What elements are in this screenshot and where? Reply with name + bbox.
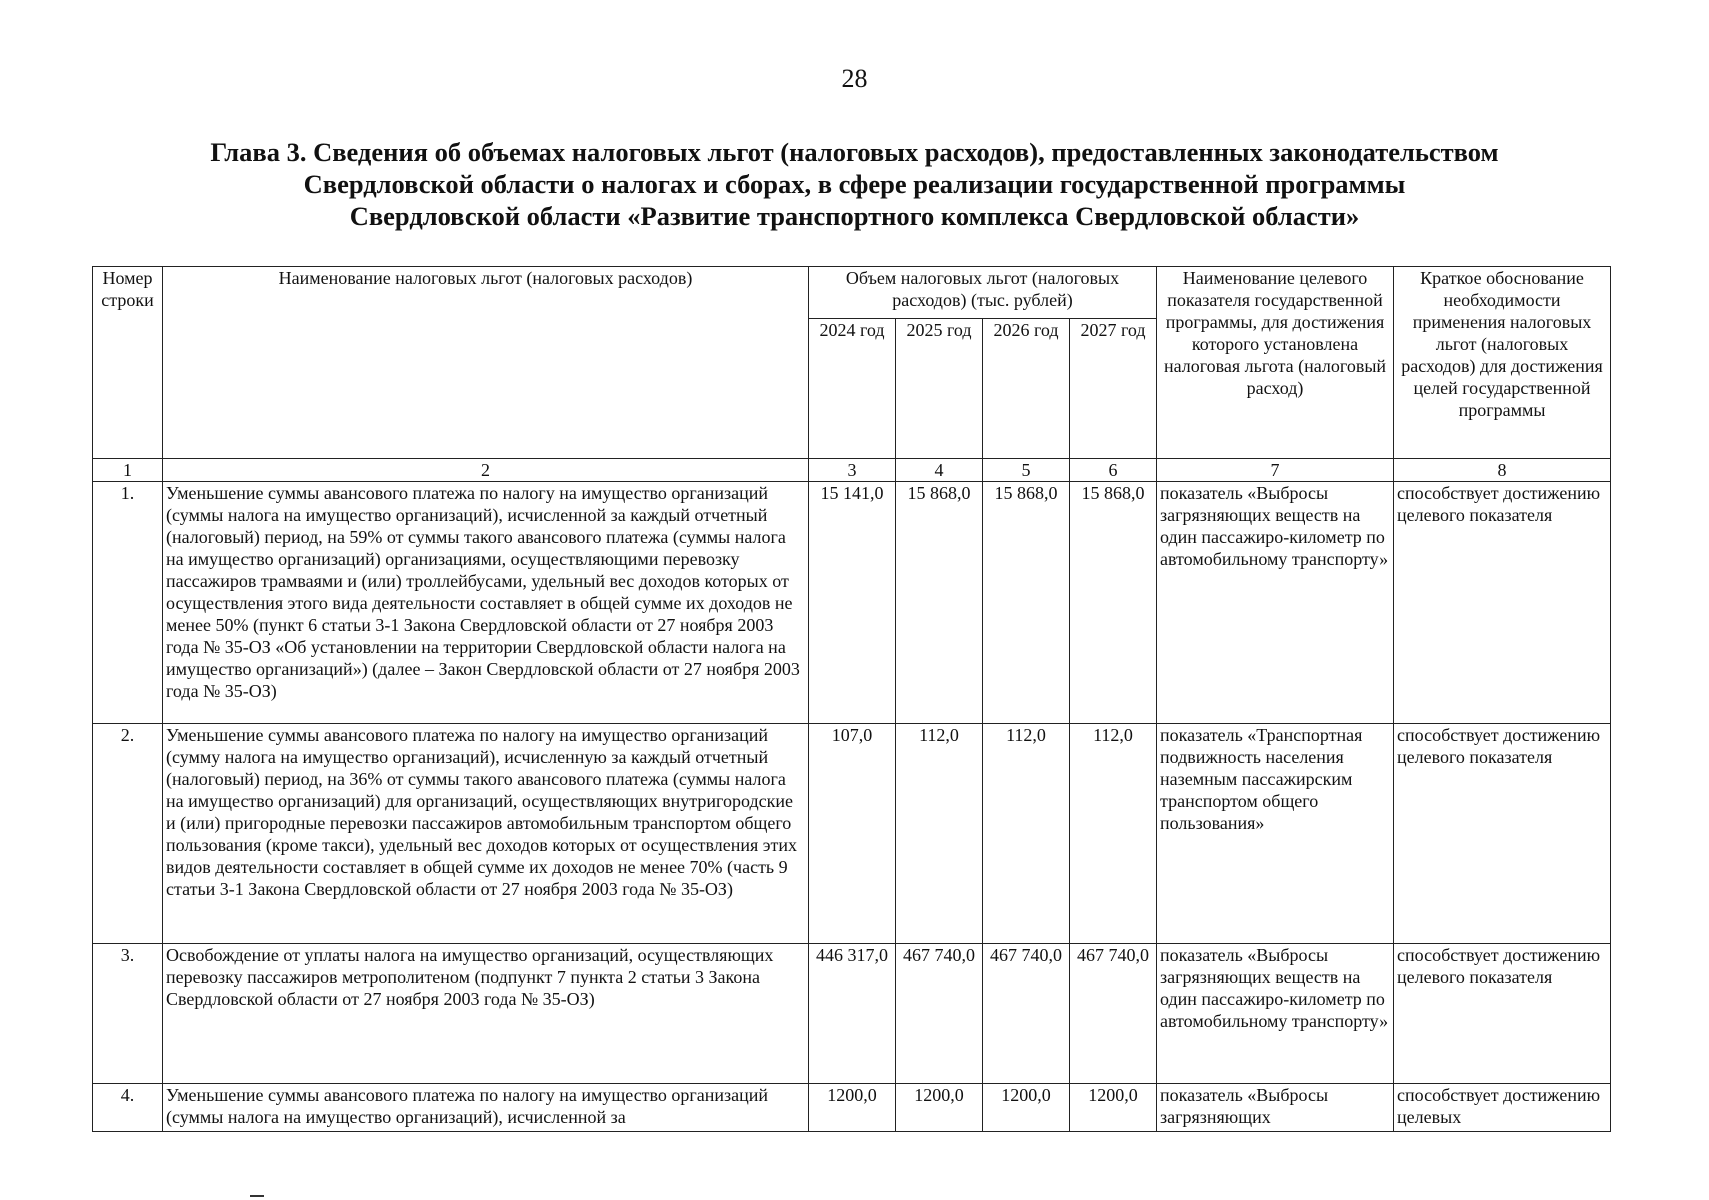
- row-number: 4.: [93, 1084, 163, 1132]
- header-year: 2024 год: [809, 319, 896, 459]
- target-indicator: показатель «Выбросы загрязняющих: [1157, 1084, 1394, 1132]
- column-number: 1: [93, 459, 163, 482]
- table-row: [93, 724, 1611, 944]
- justification: способствует достижению целевого показателя: [1394, 724, 1611, 944]
- value-2025: 1200,0: [896, 1084, 983, 1132]
- row-number: 1.: [93, 482, 163, 724]
- value-2026: 1200,0: [983, 1084, 1070, 1132]
- value-2024: 107,0: [809, 724, 896, 944]
- benefit-description: Уменьшение суммы авансового платежа по налогу на имущество организаций (суммы налога на имущество организаций), исчисленной за: [163, 1084, 809, 1132]
- header-year: 2025 год: [896, 319, 983, 459]
- column-number: 3: [809, 459, 896, 482]
- header-benefit-name: Наименование налоговых льгот (налоговых расходов): [163, 267, 809, 459]
- value-2025: 112,0: [896, 724, 983, 944]
- column-number: 6: [1070, 459, 1157, 482]
- tax-benefits-table: [92, 266, 1611, 1132]
- justification: способствует достижению целевого показателя: [1394, 482, 1611, 724]
- value-2026: 467 740,0: [983, 944, 1070, 1084]
- chapter-title-line: Глава 3. Сведения об объемах налоговых льгот (налоговых расходов), предоставленных законодательством: [210, 137, 1499, 167]
- column-number: 8: [1394, 459, 1611, 482]
- justification: способствует достижению целевого показателя: [1394, 944, 1611, 1084]
- target-indicator: показатель «Выбросы загрязняющих веществ на один пассажиро-километр по автомобильному транспорту»: [1157, 482, 1394, 724]
- value-2027: 15 868,0: [1070, 482, 1157, 724]
- value-2024: 1200,0: [809, 1084, 896, 1132]
- value-2025: 467 740,0: [896, 944, 983, 1084]
- value-2026: 112,0: [983, 724, 1070, 944]
- table-row: [93, 1084, 1611, 1132]
- chapter-title-line: Свердловской области о налогах и сборах, в сфере реализации государственной программы: [303, 169, 1406, 199]
- header-justification: Краткое обоснование необходимости применения налоговых льгот (налоговых расходов) для достижения целей государственной программы: [1394, 267, 1611, 459]
- column-number: 5: [983, 459, 1070, 482]
- header-target-indicator: Наименование целевого показателя государственной программы, для достижения которого установлена налоговая льгота (налоговый расход): [1157, 267, 1394, 459]
- page-number: 28: [841, 64, 868, 93]
- value-2027: 112,0: [1070, 724, 1157, 944]
- column-number-row: [93, 459, 1611, 482]
- justification: способствует достижению целевых: [1394, 1084, 1611, 1132]
- page-footer-mark: [250, 1195, 264, 1197]
- chapter-title: [120, 136, 1589, 232]
- column-number: 7: [1157, 459, 1394, 482]
- header-volume: Объем налоговых льгот (налоговых расходов) (тыс. рублей): [809, 267, 1157, 319]
- benefit-description: Уменьшение суммы авансового платежа по налогу на имущество организаций (суммы налога на имущество организаций), исчисленной за каждый отчетный (налоговый) период, на 59% от суммы такого авансового платежа (суммы налога на имущество организаций) организациями, осуществляющими перевозку пассажиров трамваями и (или) троллейбусами, удельный вес доходов которых от осуществления этого вида деятельности составляет в общей сумме их доходов не менее 50% (пункт 6 статьи 3-1 Закона Свердловской области от 27 ноября 2003 года № 35-ОЗ «Об установлении на территории Свердловской области налога на имущество организаций») (далее – Закон Свердловской области от 27 ноября 2003 года № 35-ОЗ): [163, 482, 809, 724]
- header-year: 2026 год: [983, 319, 1070, 459]
- row-number: 2.: [93, 724, 163, 944]
- value-2026: 15 868,0: [983, 482, 1070, 724]
- table-row: [93, 482, 1611, 724]
- table-row: [93, 944, 1611, 1084]
- value-2027: 1200,0: [1070, 1084, 1157, 1132]
- row-number: 3.: [93, 944, 163, 1084]
- value-2024: 446 317,0: [809, 944, 896, 1084]
- benefit-description: Освобождение от уплаты налога на имущество организаций, осуществляющих перевозку пассажиров метрополитеном (подпункт 7 пункта 2 статьи 3 Закона Свердловской области от 27 ноября 2003 года № 35-ОЗ): [163, 944, 809, 1084]
- value-2025: 15 868,0: [896, 482, 983, 724]
- benefit-description: Уменьшение суммы авансового платежа по налогу на имущество организаций (сумму налога на имущество организаций), исчисленную за каждый отчетный (налоговый) период, на 36% от суммы такого авансового платежа (суммы налога на имущество организаций) для организаций, осуществляющих внутригородские и (или) пригородные перевозки пассажиров автомобильным транспортом общего пользования (кроме такси), удельный вес доходов которых от осуществления этих видов деятельности составляет в общей сумме их доходов не менее 70% (часть 9 статьи 3-1 Закона Свердловской области от 27 ноября 2003 года № 35-ОЗ): [163, 724, 809, 944]
- column-number: 2: [163, 459, 809, 482]
- header-year: 2027 год: [1070, 319, 1157, 459]
- target-indicator: показатель «Выбросы загрязняющих веществ на один пассажиро-километр по автомобильному транспорту»: [1157, 944, 1394, 1084]
- value-2024: 15 141,0: [809, 482, 896, 724]
- header-row-number: Номер строки: [93, 267, 163, 459]
- chapter-title-line: Свердловской области «Развитие транспортного комплекса Свердловской области»: [349, 201, 1360, 231]
- value-2027: 467 740,0: [1070, 944, 1157, 1084]
- target-indicator: показатель «Транспортная подвижность населения наземным пассажирским транспортом общего пользования»: [1157, 724, 1394, 944]
- column-number: 4: [896, 459, 983, 482]
